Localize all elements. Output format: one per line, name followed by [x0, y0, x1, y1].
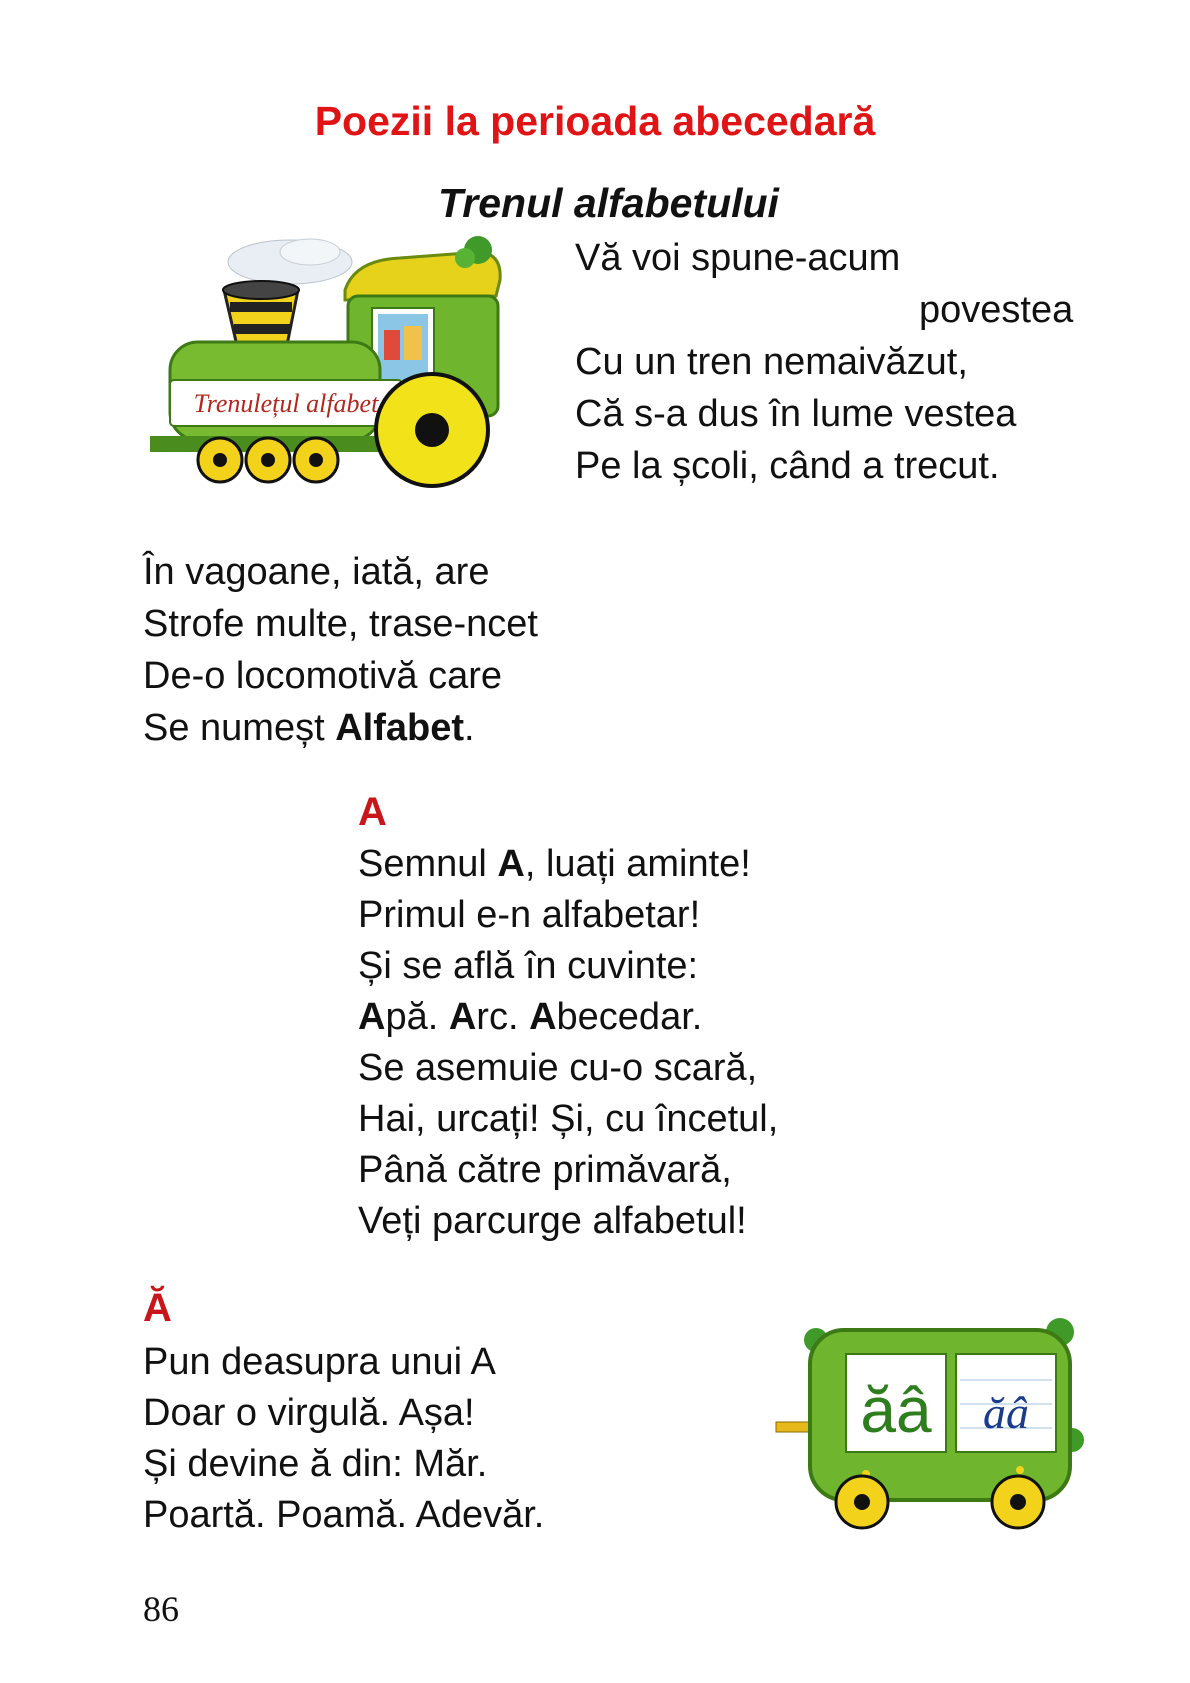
page-title: Poezii la perioada abecedară	[314, 98, 876, 144]
section-a-line5: Se asemuie cu-o scară,	[358, 1047, 758, 1089]
section-a-breve-line2: Doar o virgulă. Așa!	[143, 1392, 475, 1434]
wagon-illustration	[770, 1310, 1090, 1540]
section-a-breve-line1: Pun deasupra unui A	[143, 1341, 496, 1383]
section-a-line1: Semnul A, luați aminte!	[358, 843, 751, 885]
poem-title: Trenul alfabetului	[438, 180, 779, 226]
smoke-icon	[228, 239, 352, 284]
stanza1-line1: Vă voi spune-acum	[575, 237, 901, 279]
section-a-line2: Primul e-n alfabetar!	[358, 894, 701, 936]
wagon-print-letters: ăâ	[860, 1374, 932, 1446]
section-a-line8: Veți parcurge alfabetul!	[358, 1200, 747, 1242]
section-a-line6: Hai, urcați! Și, cu încetul,	[358, 1098, 779, 1140]
wheel-icon	[198, 438, 338, 482]
stanza1-line4: Că s-a dus în lume vestea	[575, 393, 1017, 435]
locomotive-illustration	[140, 230, 540, 515]
stanza2-line3: De-o locomotivă care	[143, 655, 503, 697]
stanza2-line4: Se numeșt Alfabet.	[143, 707, 475, 749]
stanza1-line2: povestea	[919, 289, 1074, 331]
stanza1-line5: Pe la școli, când a trecut.	[575, 445, 1000, 487]
page-number: 86	[143, 1589, 179, 1629]
section-a-line3: Și se află în cuvinte:	[358, 945, 699, 987]
section-a-heading: A	[358, 790, 387, 834]
section-a-line4: Apă. Arc. Abecedar.	[358, 996, 703, 1038]
wagon-script-letters: ăâ	[983, 1387, 1029, 1438]
locomotive-label: Trenulețul alfabet	[193, 389, 379, 418]
stanza2-line2: Strofe multe, trase-ncet	[143, 603, 538, 645]
stanza2-line1: În vagoane, iată, are	[143, 551, 490, 593]
section-a-breve-line3: Și devine ă din: Măr.	[143, 1443, 488, 1485]
stanza1-line3: Cu un tren nemaivăzut,	[575, 341, 968, 383]
section-a-breve-heading: Ă	[143, 1286, 172, 1330]
section-a-breve-line4: Poartă. Poamă. Adevăr.	[143, 1494, 545, 1536]
section-a-line7: Până către primăvară,	[358, 1149, 732, 1191]
